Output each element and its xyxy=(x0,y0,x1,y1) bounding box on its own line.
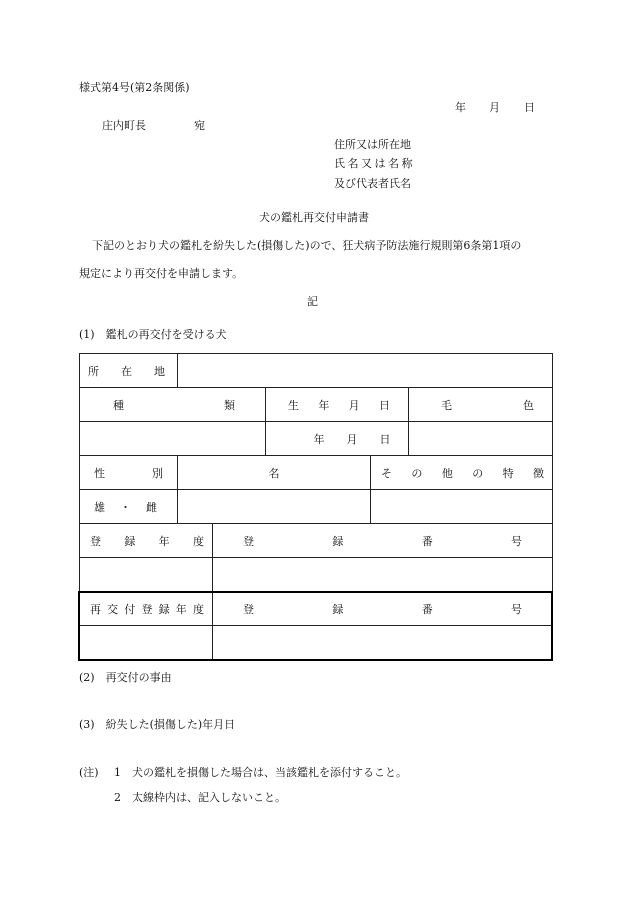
section-2-label: (2) 再交付の事由 xyxy=(79,671,172,684)
note-2-text: 太線枠内は、記入しないこと。 xyxy=(132,791,286,804)
date-month-label: 月 xyxy=(489,101,500,114)
location-value[interactable] xyxy=(178,354,553,388)
location-header: 所 在 地 xyxy=(80,354,178,388)
sex-value[interactable]: 雄 ・ 雌 xyxy=(80,490,178,524)
body-line-1: 下記のとおり犬の鑑札を紛失した(損傷した)ので、狂犬病予防法施行規則第6条第1項の xyxy=(92,239,522,252)
ki-marker: 記 xyxy=(307,295,318,308)
table-row-registration-value xyxy=(80,558,553,592)
table-row-sex-value xyxy=(80,490,553,524)
notes-label: (注) xyxy=(79,766,99,779)
note-1-number: 1 xyxy=(114,766,121,779)
table-row-reissue-value xyxy=(80,626,553,660)
date-year-label: 年 xyxy=(455,101,466,114)
reissue-number-value xyxy=(213,626,553,660)
document-title: 犬の鑑札再交付申請書 xyxy=(259,211,369,224)
applicant-name-label: 氏名又は名称 xyxy=(334,157,415,170)
registration-number-header: 登 録 番 号 xyxy=(213,524,553,558)
registration-year-value[interactable] xyxy=(80,558,213,592)
note-2-number: 2 xyxy=(114,791,121,804)
other-features-header: そ の 他 の 特 徴 xyxy=(371,456,553,490)
form-number: 様式第4号(第2条関係) xyxy=(79,81,190,94)
table-row-breed-value xyxy=(80,422,553,456)
birthdate-header: 生 年 月 日 xyxy=(266,388,409,422)
addressee-suffix: 宛 xyxy=(194,119,205,132)
name-header: 名 xyxy=(178,456,371,490)
table-row-sex-header xyxy=(80,456,553,490)
reissue-year-value xyxy=(80,626,213,660)
breed-value[interactable] xyxy=(80,422,266,456)
applicant-address-label: 住所又は所在地 xyxy=(334,138,411,151)
reissue-year-header: 再 交 付 登 録 年 度 xyxy=(80,592,213,626)
coat-value[interactable] xyxy=(409,422,553,456)
section-1-label: (1) 鑑札の再交付を受ける犬 xyxy=(79,328,227,341)
dog-info-table xyxy=(79,353,553,660)
registration-year-header: 登 録 年 度 xyxy=(80,524,213,558)
body-line-2: 規定により再交付を申請します。 xyxy=(79,267,244,280)
breed-header: 種 類 xyxy=(80,388,266,422)
sex-header: 性 別 xyxy=(80,456,178,490)
name-value[interactable] xyxy=(178,490,371,524)
table-row-registration-header xyxy=(80,524,553,558)
birthdate-value[interactable]: 年 月 日 xyxy=(266,422,409,456)
note-1-text: 犬の鑑札を損傷した場合は、当該鑑札を添付すること。 xyxy=(132,766,407,779)
other-features-value[interactable] xyxy=(371,490,553,524)
reissue-number-header: 登 録 番 号 xyxy=(213,592,553,626)
section-3-label: (3) 紛失した(損傷した)年月日 xyxy=(79,718,236,731)
applicant-representative-label: 及び代表者氏名 xyxy=(334,177,411,190)
addressee: 庄内町長 xyxy=(102,119,146,132)
registration-number-value[interactable] xyxy=(213,558,553,592)
table-row-reissue-header xyxy=(80,592,553,626)
table-row-location xyxy=(80,354,553,388)
date-day-label: 日 xyxy=(524,101,535,114)
table-row-breed-header xyxy=(80,388,553,422)
coat-header: 毛 色 xyxy=(409,388,553,422)
